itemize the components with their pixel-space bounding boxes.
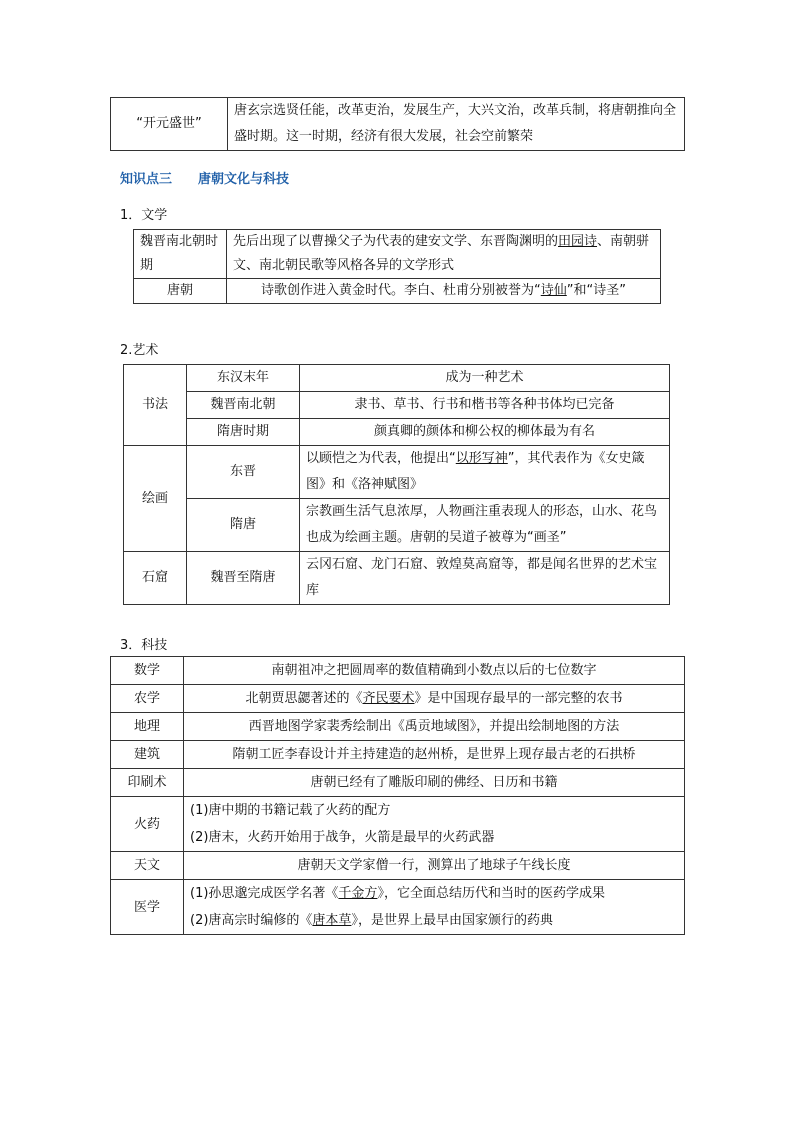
field-cell: 建筑 — [111, 741, 184, 769]
table-row — [134, 230, 661, 279]
period-cell: 唐朝 — [134, 279, 227, 304]
tech-table — [110, 656, 685, 935]
underlined-term: 千金方 — [338, 886, 378, 901]
table-row — [111, 713, 685, 741]
field-cell: 地理 — [111, 713, 184, 741]
content-cell — [227, 279, 661, 304]
table-row — [124, 446, 670, 499]
text-segment: 诗歌创作进入黄金时代。李白、杜甫分别被誉为“ — [261, 283, 541, 298]
underlined-term: 以形写神 — [455, 451, 508, 466]
text-segment: (2)唐高宗时编修的《 — [190, 913, 313, 928]
field-cell: 数学 — [111, 657, 184, 685]
field-cell: 天文 — [111, 852, 184, 880]
text-segment: ”，其代表作为《女史箴图》和《洛神赋图》 — [306, 451, 645, 492]
content-cell — [184, 685, 685, 713]
table-row — [111, 98, 685, 151]
period-cell: 魏晋至隋唐 — [187, 552, 300, 605]
content-cell: 颜真卿的颜体和柳公权的柳体最为有名 — [300, 419, 670, 446]
table-row — [111, 685, 685, 713]
text-line — [190, 880, 678, 907]
content-cell: 宗教画生活气息浓厚，人物画注重表现人的形态，山水、花鸟也成为绘画主题。唐朝的吴道子被尊为“画圣” — [300, 499, 670, 552]
era-desc-cell: 唐玄宗选贤任能，改革吏治，发展生产，大兴文治，改革兵制，将唐朝推向全盛时期。这一时期，经济有很大发展，社会空前繁荣 — [228, 98, 685, 151]
content-cell — [184, 880, 685, 935]
content-cell: 成为一种艺术 — [300, 365, 670, 392]
text-line: (1)唐中期的书籍记载了火药的配方 — [190, 803, 391, 818]
text-segment: (1)孙思邈完成医学名著《 — [190, 886, 339, 901]
table-row — [111, 797, 685, 852]
period-cell: 隋唐时期 — [187, 419, 300, 446]
period-cell: 东晋 — [187, 446, 300, 499]
period-cell: 东汉末年 — [187, 365, 300, 392]
content-cell: 南朝祖冲之把圆周率的数值精确到小数点以后的七位数字 — [184, 657, 685, 685]
period-cell: 隋唐 — [187, 499, 300, 552]
table-row — [124, 552, 670, 605]
text-segment: 》，是世界上最早由国家颁行的药典 — [351, 913, 553, 928]
table-row — [134, 279, 661, 304]
period-cell: 魏晋南北朝 — [187, 392, 300, 419]
table-row — [111, 852, 685, 880]
text-line: (2)唐末，火药开始用于战争，火箭是最早的火药武器 — [190, 830, 495, 845]
tech-heading: 3．科技 — [120, 638, 168, 653]
content-cell: 唐朝天文学家僧一行，测算出了地球子午线长度 — [184, 852, 685, 880]
text-segment: 北朝贾思勰著述的《 — [245, 691, 363, 706]
table-row — [124, 392, 670, 419]
table-row — [111, 880, 685, 935]
table-row — [111, 741, 685, 769]
table-row — [124, 365, 670, 392]
category-cell: 书法 — [124, 365, 187, 446]
category-cell: 石窟 — [124, 552, 187, 605]
literature-heading: 1．文学 — [120, 208, 168, 223]
content-cell: 西晋地图学家裴秀绘制出《禹贡地域图》，并提出绘制地图的方法 — [184, 713, 685, 741]
content-cell: 隶书、草书、行书和楷书等各种书体均已完备 — [300, 392, 670, 419]
content-cell — [300, 446, 670, 499]
table-row — [111, 657, 685, 685]
text-segment: 》是中国现存最早的一部完整的农书 — [414, 691, 623, 706]
era-cell: “开元盛世” — [111, 98, 228, 151]
underlined-term: 齐民要术 — [362, 691, 415, 706]
table-row — [124, 499, 670, 552]
content-cell: 唐朝已经有了雕版印刷的佛经、日历和书籍 — [184, 769, 685, 797]
table-row — [124, 419, 670, 446]
text-segment: 、南朝骈文、南北朝民歌等风格各异的文学形式 — [233, 234, 650, 273]
text-segment: 先后出现了以曹操父子为代表的建安文学、东晋陶渊明的 — [233, 234, 559, 249]
text-segment: ”和“诗圣” — [566, 283, 626, 298]
kaiyuan-table — [110, 97, 685, 151]
field-cell: 火药 — [111, 797, 184, 852]
content-cell: 隋朝工匠李春设计并主持建造的赵州桥，是世界上现存最古老的石拱桥 — [184, 741, 685, 769]
content-cell — [227, 230, 661, 279]
underlined-term: 诗仙 — [540, 283, 567, 298]
knowledge-point-label: 知识点三 — [120, 172, 173, 187]
underlined-term: 唐本草 — [312, 913, 352, 928]
field-cell: 农学 — [111, 685, 184, 713]
underlined-term: 田园诗 — [558, 234, 598, 249]
category-cell: 绘画 — [124, 446, 187, 552]
period-cell: 魏晋南北朝时期 — [134, 230, 227, 279]
text-line — [190, 907, 678, 934]
content-cell: 云冈石窟、龙门石窟、敦煌莫高窟等，都是闻名世界的艺术宝库 — [300, 552, 670, 605]
knowledge-point-heading — [120, 168, 289, 187]
text-segment: 》，它全面总结历代和当时的医药学成果 — [377, 886, 605, 901]
content-cell — [184, 797, 685, 852]
field-cell: 印刷术 — [111, 769, 184, 797]
text-segment: 以顾恺之为代表，他提出“ — [306, 451, 456, 466]
table-row — [111, 769, 685, 797]
art-table — [123, 364, 670, 605]
art-heading: 2.艺术 — [120, 343, 159, 358]
field-cell: 医学 — [111, 880, 184, 935]
literature-table — [133, 229, 661, 304]
knowledge-point-title: 唐朝文化与科技 — [198, 172, 290, 187]
